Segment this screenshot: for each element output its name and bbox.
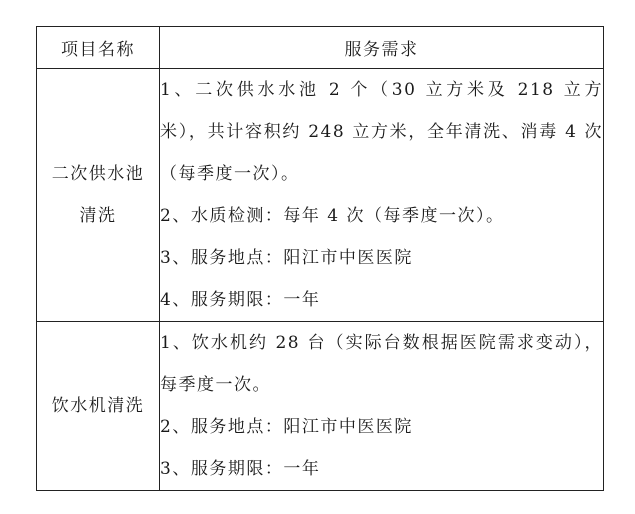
- requirement-item: 2、水质检测：每年 4 次（每季度一次）。: [160, 206, 505, 226]
- header-service-requirement: 服务需求: [160, 27, 604, 69]
- table-row: [37, 322, 604, 491]
- table-header-row: [37, 27, 604, 69]
- project-name-line: 饮水机清洗: [51, 396, 145, 416]
- requirement-item: 3、服务地点：阳江市中医医院: [160, 248, 413, 268]
- requirement-item: 1、二次供水水池 2 个（30 立方米及 218 立方米），共计容积约 248 立方米，全年清洗、消毒 4 次（每季度一次）。: [160, 80, 603, 184]
- requirement-item: 2、服务地点：阳江市中医医院: [160, 417, 413, 437]
- project-name-line: 二次供水池: [51, 164, 145, 184]
- project-name-cell: [37, 69, 160, 322]
- requirement-item: 1、饮水机约 28 台（实际台数根据医院需求变动），每季度一次。: [160, 333, 603, 395]
- table-row: [37, 69, 604, 322]
- project-name-line: 清洗: [79, 206, 117, 226]
- requirement-cell: [160, 322, 604, 491]
- requirement-item: 4、服务期限：一年: [160, 290, 321, 310]
- project-name-cell: [37, 322, 160, 491]
- header-project-name: 项目名称: [37, 27, 160, 69]
- requirement-item: 3、服务期限：一年: [160, 459, 321, 479]
- requirement-cell: [160, 69, 604, 322]
- service-requirements-table: [36, 26, 604, 491]
